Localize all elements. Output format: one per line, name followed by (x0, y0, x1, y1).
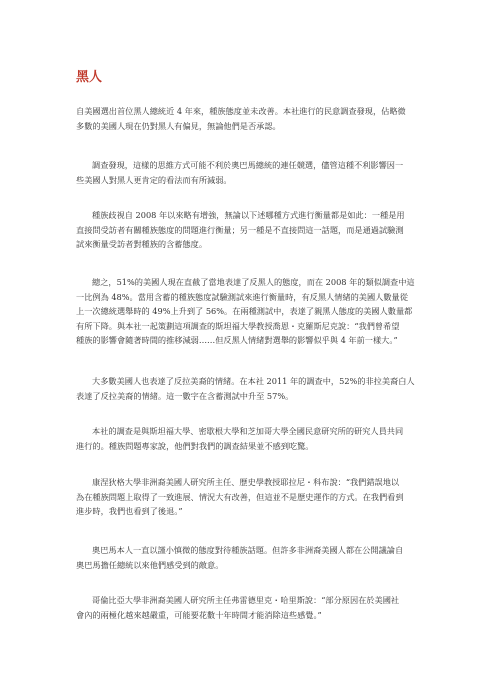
paragraph-line: 康涅狄格大學非洲裔美國人研究所主任、歷史學教授耶拉尼・科布說：“我們錯誤地以 (92, 477, 400, 487)
paragraph-line: 種族的影響會隨著時間的推移減弱……但反黑人情緒對選舉的影響似乎與 4 年前一樣大。” (76, 335, 398, 345)
paragraph-line: 奧巴馬本人一直以謹小慎微的態度對待種族話題。但許多非洲裔美國人都在公開議論自 (92, 545, 404, 555)
article-title: 黑人 (76, 70, 103, 85)
paragraph-line: 哥倫比亞大學非洲裔美國人研究所主任弗雷德里克・哈里斯說：“部分原因在於美國社 (92, 595, 400, 605)
paragraph-line: 一比例為 48%。當用含蓄的種族態度試驗測試來進行衡量時，有反黑人情緒的美國人數量從 (76, 291, 408, 302)
paragraph-3 (76, 208, 428, 252)
paragraph-line: 上一次總統選舉時的 49%上升到了 56%。在兩種測試中，表達了親黑人態度的美國人數量都 (76, 306, 413, 316)
paragraph-line: 些美國人對黑人更肯定的看法而有所減弱。 (76, 174, 232, 185)
paragraph-4 (76, 275, 428, 348)
paragraph-2 (76, 158, 428, 187)
paragraph-line: 有所下降。與本社一起策劃這項調查的斯坦福大學教授喬恩・克羅斯尼克說：“我們曾希望 (76, 320, 400, 331)
paragraph-7 (76, 475, 428, 519)
paragraph-8 (76, 543, 428, 572)
paragraph-line: 直接問受訪者有關種族態度的問題進行衡量；另一種是不直接問這一話題，而是通過試驗測 (76, 224, 404, 235)
paragraph-1 (76, 104, 428, 133)
paragraph-line: 本社的調查是與斯坦福大學、密歇根大學和芝加哥大學全國民意研究所的研究人員共同 (92, 426, 404, 436)
paragraph-line: 種族歧視自 2008 年以來略有增強，無論以下述哪種方式進行衡量都是如此：一種是用 (92, 210, 405, 220)
paragraph-line: 會內的兩極化越來越嚴重，可能要花數十年時間才能消除這些感覺。” (76, 609, 322, 620)
paragraph-line: 為在種族問題上取得了一致進展、情況大有改善，但這並不是歷史運作的方式。在我們看到 (76, 491, 404, 502)
paragraph-line: 總之，51%的美國人現在直截了當地表達了反黑人的態度，而在 2008 年的類似調查中這 (92, 277, 415, 287)
paragraph-6 (76, 424, 428, 453)
paragraph-5 (76, 374, 428, 403)
paragraph-line: 進步時，我們也看到了後退。” (76, 506, 183, 516)
paragraph-9 (76, 593, 428, 622)
paragraph-line: 試來衡量受訪者對種族的含蓄態度。 (76, 239, 208, 249)
paragraph-line: 調查發現，這樣的思維方式可能不利於奧巴馬總統的連任競選，儘管這種不利影響因一 (92, 160, 404, 170)
paragraph-line: 表達了反拉美裔的情緒。這一數字在含蓄測試中升至 57%。 (76, 390, 294, 401)
paragraph-line: 大多數美國人也表達了反拉美裔的情緒。在本社 2011 年的調查中，52%的非拉美裔白人 (92, 376, 415, 386)
paragraph-line: 進行的。種族問題專家說，他們對我們的調查結果並不感到吃驚。 (76, 440, 314, 451)
paragraph-line: 多數的美國人現在仍對黑人有偏見，無論他們是否承認。 (76, 120, 281, 131)
paragraph-line: 自美國選出首位黑人總統近 4 年來，種族態度並未改善。本社進行的民意調查發現，佔略微 (76, 106, 406, 116)
paragraph-line: 奧巴馬擔任總統以來他們感受到的敵意。 (76, 559, 224, 570)
